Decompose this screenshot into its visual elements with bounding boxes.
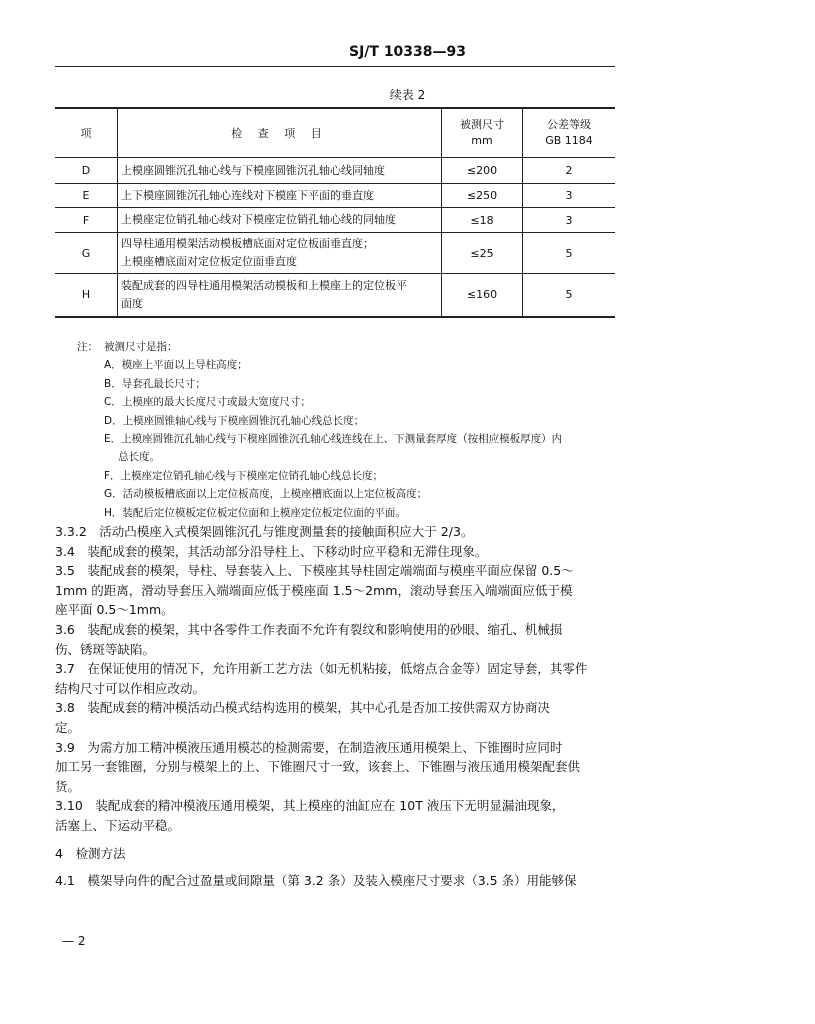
row-check-item-line: 面度 xyxy=(121,296,143,310)
note-item: E．上模座圆锥沉孔轴心线与下模座圆锥沉孔轴心线连线在上、下测量套厚度（按相应模板厚度）内 xyxy=(104,433,563,446)
note-item: 总长度。 xyxy=(118,451,160,464)
table-header-row xyxy=(55,108,615,158)
table-row xyxy=(55,158,615,184)
row-check-item-line: 上下模座圆锥沉孔轴心连线对下模座下平面的垂直度 xyxy=(121,188,374,202)
note-item: C．上模座的最大长度尺寸或最大宽度尺寸； xyxy=(104,396,311,409)
row-measured-size: ≤18 xyxy=(442,208,523,233)
page-number: — 2 xyxy=(62,934,86,948)
note-item: H．装配后定位模板定位板定位面和上模座定位板定位面的平面。 xyxy=(104,506,406,519)
paragraph-line: 3.9 为需方加工精冲模液压通用模芯的检测需要，在制造液压通用模架上、下锥圈时应同时 xyxy=(55,739,563,755)
row-check-item-line: 四导柱通用模架活动模板槽底面对定位板面垂直度； xyxy=(121,237,374,250)
header-measured-size-unit: mm xyxy=(471,134,493,147)
inspection-table xyxy=(55,107,615,318)
table-caption: 续表 2 xyxy=(389,88,426,102)
paragraph-line: 1mm 的距离，滑动导套压入端端面应低于模座面 1.5～2mm，滚动导套压入端端面应低于模 xyxy=(55,582,573,598)
paragraph xyxy=(55,522,617,542)
table-row xyxy=(55,208,615,233)
paragraph xyxy=(55,738,617,797)
header-tolerance-grade xyxy=(523,108,616,158)
row-tolerance-grade: 3 xyxy=(523,184,616,208)
note-item: B．导套孔最长尺寸； xyxy=(104,377,206,390)
row-check-item xyxy=(118,208,442,233)
paragraph-line: 3.7 在保证使用的情况下，允许用新工艺方法（如无机粘接，低熔点合金等）固定导套，其零件 xyxy=(55,661,588,677)
paragraph xyxy=(55,844,617,864)
paragraph-line: 3.8 装配成套的精冲模活动凸模式结构选用的模架，其中心孔是否加工按供需双方协商决 xyxy=(55,700,550,716)
paragraph-line: 定。 xyxy=(55,719,81,735)
paragraph-line: 活塞上、下运动平稳。 xyxy=(55,817,181,833)
header-tolerance-label: 公差等级 xyxy=(547,118,591,131)
header-tolerance-standard: GB 1184 xyxy=(545,134,593,147)
table-row xyxy=(55,184,615,208)
table-row xyxy=(55,233,615,274)
row-measured-size: ≤160 xyxy=(442,274,523,317)
row-check-item-line: 上模座定位销孔轴心线对下模座定位销孔轴心线的同轴度 xyxy=(121,213,396,226)
paragraph xyxy=(55,796,617,835)
header-measured-size-label: 被测尺寸 xyxy=(460,118,504,131)
paragraph xyxy=(55,542,617,562)
note-label: 注： xyxy=(77,341,98,353)
header-rule xyxy=(55,66,615,67)
paragraph-line: 3.3.2 活动凸模座入式模架圆锥沉孔与锥度测量套的接触面积应大于 2/3。 xyxy=(55,524,474,539)
row-check-item xyxy=(118,233,442,274)
row-tolerance-grade: 3 xyxy=(523,208,616,233)
paragraph-line: 货。 xyxy=(55,778,81,794)
row-measured-size: ≤200 xyxy=(442,158,523,184)
note-intro: 被测尺寸是指： xyxy=(104,341,178,353)
row-check-item-line: 上模座圆锥沉孔轴心线与下模座圆锥沉孔轴心线同轴度 xyxy=(121,163,385,177)
paragraph-line: 3.5 装配成套的模架，导柱、导套装入上、下模座其导柱固定端端面与模座平面应保留 0.5～ xyxy=(55,563,574,579)
row-check-item xyxy=(118,158,442,184)
table-note xyxy=(77,338,622,522)
paragraph-line: 结构尺寸可以作相应改动。 xyxy=(55,680,206,696)
paragraph-line: 座平面 0.5～1mm。 xyxy=(55,602,174,618)
paragraph-line: 3.10 装配成套的精冲模液压通用模架，其上模座的油缸应在 10T 液压下无明显漏油现象， xyxy=(55,798,565,814)
row-id: E xyxy=(55,184,118,208)
header-check-item: 检 查 项 目 xyxy=(118,108,442,158)
header-item: 项 xyxy=(55,108,118,158)
note-item: F．上模座定位销孔轴心线与下模座定位销孔轴心线总长度； xyxy=(104,469,384,482)
paragraph-line: 3.6 装配成套的模架，其中各零件工作表面不允许有裂纹和影响使用的砂眼、缩孔、机械损 xyxy=(55,621,563,637)
row-check-item-line: 上模座槽底面对定位板定位面垂直度 xyxy=(121,255,297,268)
paragraph-line: 伤、锈斑等缺陷。 xyxy=(55,641,156,657)
row-tolerance-grade: 5 xyxy=(523,233,616,274)
table-row xyxy=(55,274,615,317)
paragraph xyxy=(55,698,617,737)
note-item: D．上模座圆锥轴心线与下模座圆锥沉孔轴心线总长度； xyxy=(104,414,365,427)
row-measured-size: ≤25 xyxy=(442,233,523,274)
row-check-item-line: 装配成套的四导柱通用模架活动模板和上模座上的定位板平 xyxy=(121,278,407,292)
header-measured-size xyxy=(442,108,523,158)
note-item: G．活动模板槽底面以上定位板高度，上模座槽底面以上定位板高度； xyxy=(104,488,428,501)
paragraph-line: 4.1 模架导向件的配合过盈量或间隙量（第 3.2 条）及装入模座尺寸要求（3.5 条）用能够保 xyxy=(55,873,577,889)
row-check-item xyxy=(118,274,442,317)
paragraph xyxy=(55,561,617,620)
document-code: SJ/T 10338—93 xyxy=(348,44,467,60)
paragraph-line: 加工另一套锥圈，分别与模架上的上、下锥圈尺寸一致，该套上、下锥圈与液压通用模架配套供 xyxy=(55,759,581,775)
row-tolerance-grade: 2 xyxy=(523,158,616,184)
row-id: G xyxy=(55,233,118,274)
paragraph-line: 3.4 装配成套的模架，其活动部分沿导柱上、下移动时应平稳和无滞住现象。 xyxy=(55,543,488,559)
row-measured-size: ≤250 xyxy=(442,184,523,208)
row-id: F xyxy=(55,208,118,233)
row-id: D xyxy=(55,158,118,184)
paragraph xyxy=(55,659,617,698)
row-id: H xyxy=(55,274,118,317)
note-item: A．模座上平面以上导柱高度； xyxy=(104,359,248,372)
paragraph-line: 4 检测方法 xyxy=(55,845,126,861)
paragraph xyxy=(55,620,617,659)
body-text xyxy=(55,522,617,891)
paragraph xyxy=(55,871,617,891)
row-check-item xyxy=(118,184,442,208)
row-tolerance-grade: 5 xyxy=(523,274,616,317)
